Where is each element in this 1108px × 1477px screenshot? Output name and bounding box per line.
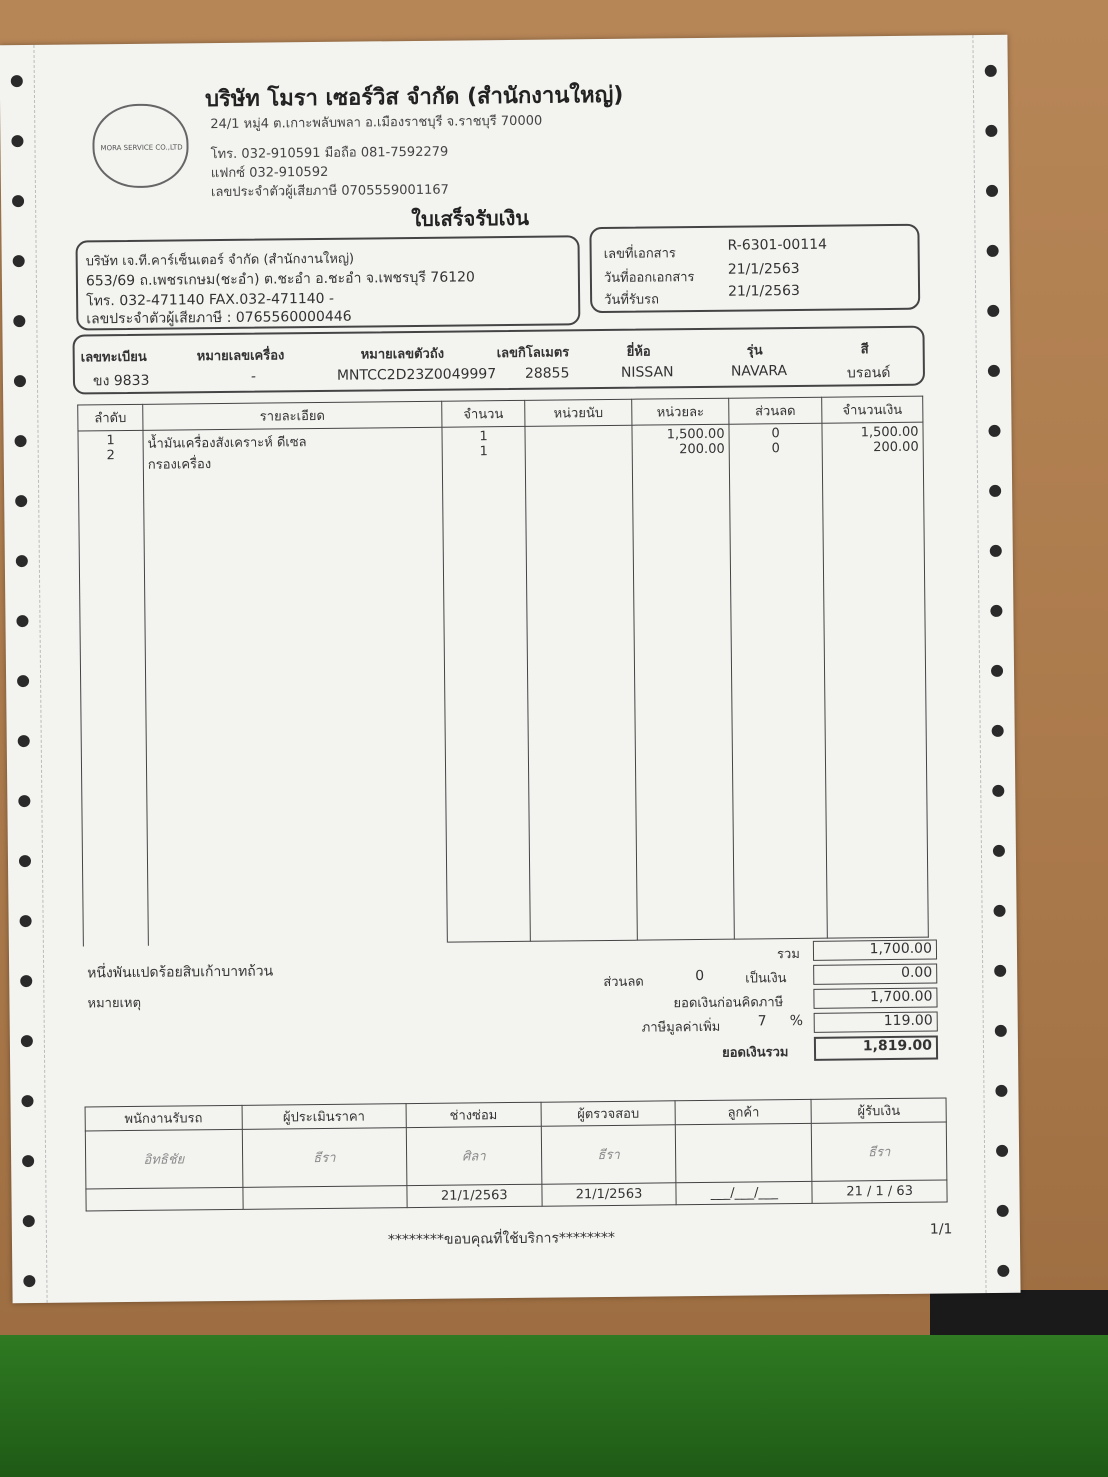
row-2-discount: 0 [771,441,780,457]
items-table [77,396,929,947]
amount-in-words: หนึ่งพันแปดร้อยสิบเก้าบาทถ้วน [87,963,274,982]
feed-hole [988,365,1000,377]
row-no [78,430,148,946]
thanks-footer: ********ขอบคุณที่ใช้บริการ******** [387,1229,616,1249]
logo-text: MORA SERVICE CO.,LTD [100,143,183,153]
customer-phone: โทร. 032-471140 FAX.032-471140 - [86,290,335,310]
grand-total-value: 1,819.00 [814,1036,938,1061]
company-address: 24/1 หมู่4 ต.เกาะพลับพลา อ.เมืองราชบุรี จ.ราชบุรี 70000 [210,113,543,133]
grand-total-label: ยอดเงินรวม [721,1045,789,1061]
sig-header: ผู้รับเงิน [811,1098,946,1123]
remark-label: หมายเหตุ [87,995,142,1012]
doc-info-box [589,224,920,313]
row-2-amount: 200.00 [873,439,919,456]
feed-hole [11,75,23,87]
vehicle-color: บรอนด์ [846,365,891,382]
sig-date: ___/___/___ [676,1181,812,1204]
feed-hole [990,605,1002,617]
receive-date: 21/1/2563 [727,282,800,300]
customer-address: 653/69 ถ.เพชรเกษม(ชะอำ) ต.ชะอำ อ.ชะอำ จ.เพชรบุรี 76120 [85,269,475,290]
customer-box [75,235,580,330]
green-cloth [0,1335,1108,1477]
signature-mark: ศิลา [406,1126,541,1185]
sig-header: ผู้ตรวจสอบ [541,1101,676,1126]
company-phone: โทร. 032-910591 มือถือ 081-7592279 [210,144,449,163]
vehicle-plate: ขง 9833 [92,372,150,390]
vehicle-km: 28855 [524,365,570,382]
col-qty: จำนวน [442,400,525,427]
feed-hole [997,1265,1009,1277]
vehicle-header-color: สี [860,342,869,358]
feed-hole [991,665,1003,677]
company-tax-id: เลขประจำตัวผู้เสียภาษี 0705559001167 [210,182,449,201]
sig-header: ช่างซ่อม [406,1102,541,1127]
vehicle-engine: - [250,368,257,385]
feed-hole [993,845,1005,857]
row-1-no: 1 [106,433,115,449]
feed-hole [20,915,32,927]
customer-tax-id: เลขประจำตัวผู้เสียภาษี : 0765560000446 [86,308,352,328]
feed-hole [15,435,27,447]
vehicle-header-engine: หมายเลขเครื่อง [196,348,285,365]
table-row [78,422,928,946]
feed-hole [995,1085,1007,1097]
row-1-desc: น้ำมันเครื่องสังเคราะห์ ดีเซล [147,435,307,452]
sig-date [242,1186,407,1210]
vat-value: 119.00 [814,1012,938,1033]
feed-hole [18,795,30,807]
vat-rate: 7 [757,1013,767,1030]
row-1-qty: 1 [479,429,488,445]
feed-hole [990,545,1002,557]
sig-date: 21/1/2563 [407,1184,542,1207]
feed-hole [23,1275,35,1287]
row-1-amount: 1,500.00 [860,424,919,441]
row-qty [442,426,530,942]
customer-name: บริษัท เจ.ที.คาร์เซ็นเตอร์ จำกัด (สำนักงานใหญ่) [85,251,355,270]
pre-tax-label: ยอดเงินก่อนคิดภาษี [673,995,784,1012]
signature-row [85,1122,947,1189]
feed-hole [988,425,1000,437]
signature-mark: ธีรา [242,1128,407,1188]
receive-date-label: วันที่รับรถ [604,292,660,308]
feed-hole [986,185,998,197]
row-2-price: 200.00 [679,441,725,458]
feed-hole [13,315,25,327]
discount-label: ส่วนลด [603,974,644,991]
row-2-no: 2 [106,448,115,464]
feed-hole [996,1145,1008,1157]
pre-tax-value: 1,700.00 [813,988,937,1009]
company-fax: แฟกซ์ 032-910592 [210,164,329,182]
vehicle-header-brand: ยี่ห้อ [626,344,651,360]
signature-mark: อิทธิชัย [85,1129,242,1189]
col-price: หน่วยละ [632,398,729,425]
feed-hole [985,125,997,137]
doc-no: R-6301-00114 [727,236,828,254]
company-logo [92,103,189,188]
vehicle-header-model: รุ่น [746,343,763,359]
feed-hole [15,495,27,507]
document-title: ใบเสร็จรับเงิน [411,205,530,232]
col-unit: หน่วยนับ [525,399,632,426]
vat-label: ภาษีมูลค่าเพิ่ม [641,1019,721,1036]
row-2-unit [529,428,627,429]
issue-date: 21/1/2563 [727,260,800,278]
feed-hole [12,195,24,207]
col-desc: รายละเอียด [143,401,442,430]
receipt-paper [0,35,1021,1303]
feed-hole [993,905,1005,917]
feed-hole [18,735,30,747]
feed-hole [16,555,28,567]
col-amount: จำนวนเงิน [822,396,923,423]
feed-hole [17,675,29,687]
signature-table [85,1097,948,1211]
feed-hole [992,725,1004,737]
feed-hole [16,615,28,627]
total-label: รวม [776,946,800,963]
feed-hole [23,1215,35,1227]
sig-header: ลูกค้า [675,1099,811,1124]
page-number: 1/1 [929,1221,953,1238]
doc-no-label: เลขที่เอกสาร [603,246,676,262]
sig-date: 21/1/2563 [542,1183,677,1206]
company-name: บริษัท โมรา เซอร์วิส จำกัด (สำนักงานใหญ่) [204,82,624,113]
row-2-qty: 1 [479,444,488,460]
sig-header: ผู้ประเมินราคา [242,1104,407,1130]
sig-date [86,1187,243,1211]
feed-hole [14,375,26,387]
discount-value: 0 [695,967,705,985]
col-no: ลำดับ [78,404,143,431]
vehicle-model: NAVARA [730,363,788,380]
feed-hole [987,305,999,317]
feed-hole [995,1025,1007,1037]
feed-hole [21,1095,33,1107]
vehicle-header-plate: เลขทะเบียน [80,349,147,366]
feed-hole [21,1035,33,1047]
row-discount [729,423,827,939]
feed-hole [985,65,997,77]
signature-mark: ธีรา [812,1122,947,1181]
row-unit [525,425,637,941]
feed-hole [20,975,32,987]
feed-hole [992,785,1004,797]
feed-hole [987,245,999,257]
vehicle-chassis: MNTCC2D23Z0049997 [336,366,497,384]
feed-hole [22,1155,34,1167]
vat-pct: % [789,1012,804,1030]
vehicle-header-chassis: หมายเลขตัวถัง [360,346,445,363]
row-1-discount: 0 [771,426,780,442]
total-value: 1,700.00 [813,940,937,961]
row-1-unit [529,428,627,429]
sig-header: พนักงานรับรถ [85,1105,242,1131]
feed-hole [13,255,25,267]
row-2-desc: กรองเครื่อง [147,457,212,473]
feed-hole [997,1205,1009,1217]
issue-date-label: วันที่ออกเอกสาร [603,270,695,286]
row-price [632,424,734,940]
signature-mark [676,1123,812,1182]
row-1-price: 1,500.00 [666,426,725,443]
feed-hole [19,855,31,867]
vehicle-box [72,326,925,395]
vehicle-header-km: เลขกิโลเมตร [496,345,570,362]
feed-hole [994,965,1006,977]
feed-hole [11,135,23,147]
row-desc [143,427,447,945]
discount-amount: 0.00 [813,964,937,985]
row-amount [822,422,928,938]
feed-hole [989,485,1001,497]
vehicle-brand: NISSAN [620,364,674,381]
signature-mark: ธีรา [541,1125,676,1184]
col-discount: ส่วนลด [729,397,822,424]
discount-amount-label: เป็นเงิน [745,971,787,987]
sig-date: 21 / 1 / 63 [812,1180,947,1203]
